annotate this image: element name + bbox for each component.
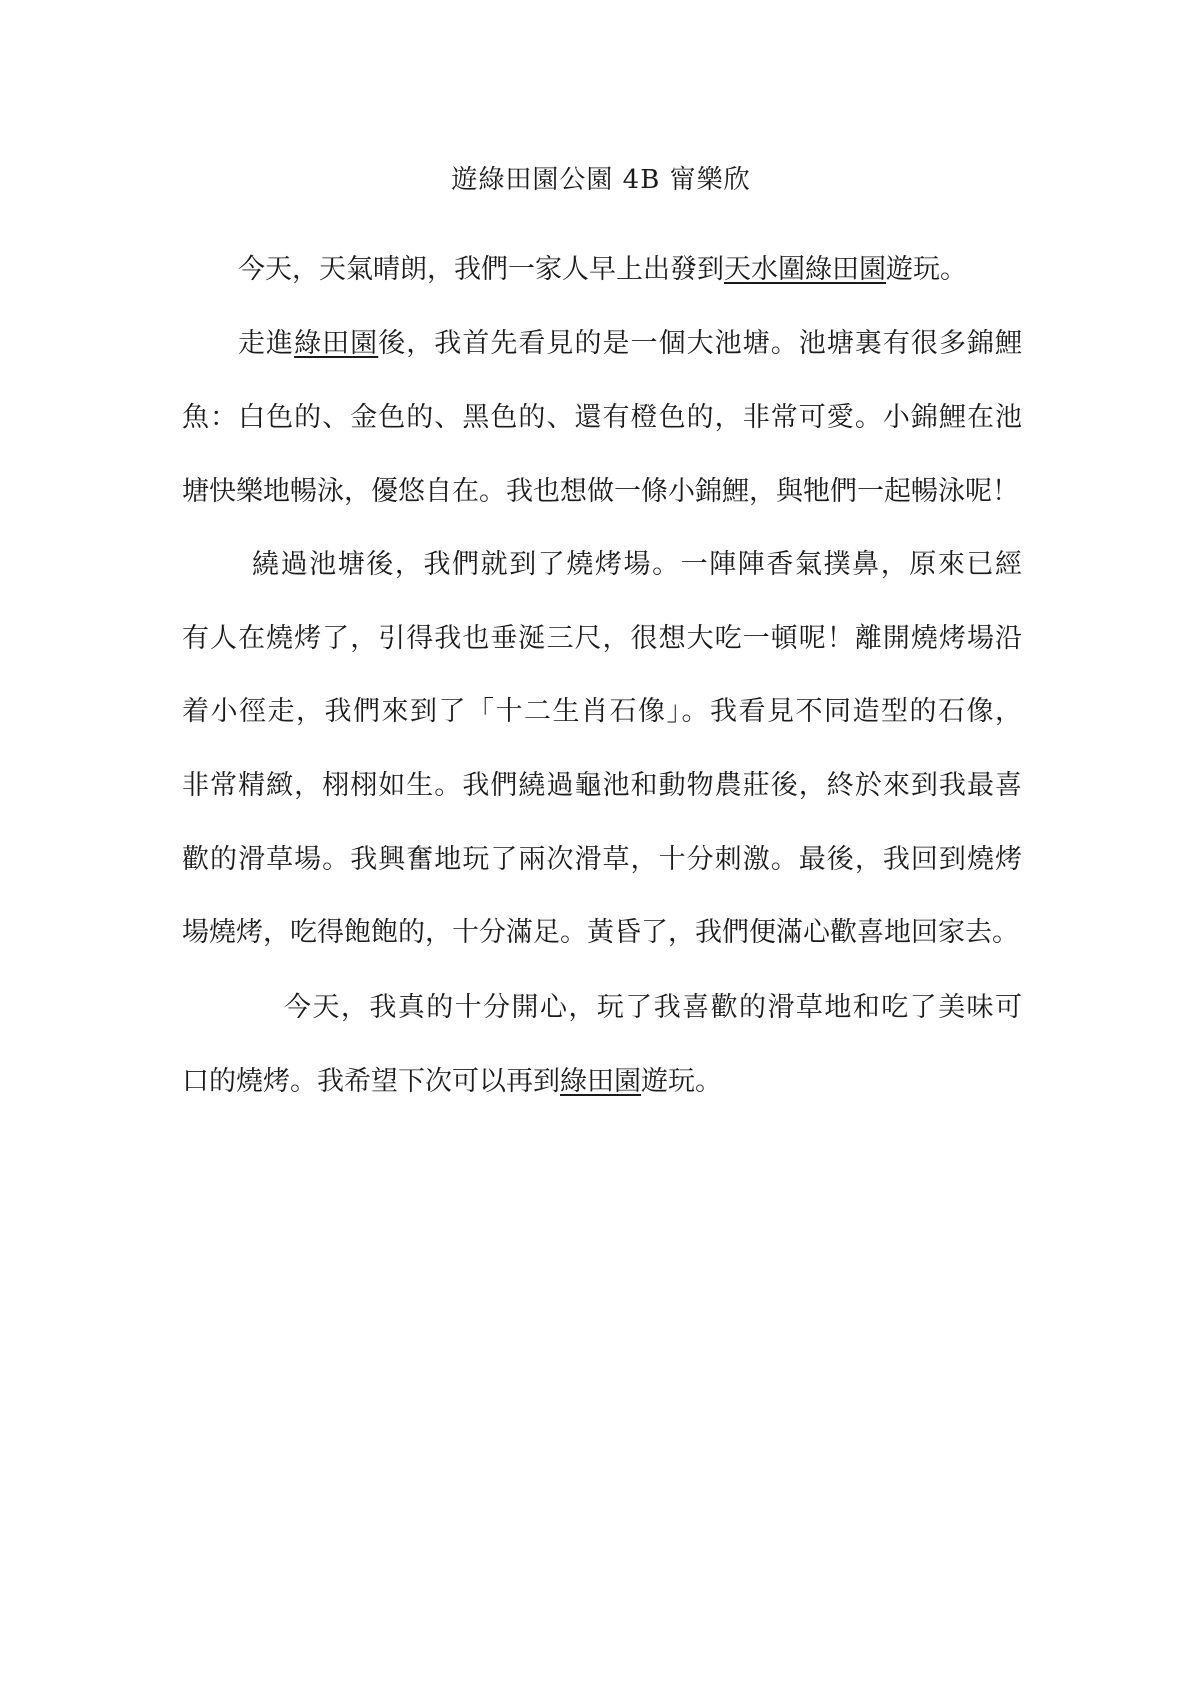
paragraph-3-line-4: 非常精緻，栩栩如生。我們繞過龜池和動物農莊後，終於來到我最喜: [182, 770, 1022, 801]
text-span: 遊玩。: [641, 1066, 722, 1097]
paragraph-4-line-1: 今天，我真的十分開心，玩了我喜歡的滑草地和吃了美味可: [284, 992, 1022, 1023]
paragraph-3-line-1: 繞過池塘後，我們就到了燒烤場。一陣陣香氣撲鼻，原來已經: [252, 549, 1022, 580]
text-span: 後，我首先看見的是一個大池塘。池塘裏有很多錦鯉: [378, 328, 1023, 359]
text-span: 口的燒烤。我希望下次可以再到: [182, 1066, 560, 1097]
text-span: 走進: [238, 328, 295, 359]
paragraph-2-line-1: [238, 324, 1022, 364]
paragraph-3-line-2: 有人在燒烤了，引得我也垂涎三尺，很想大吃一頓呢！離開燒烤場沿: [182, 623, 1022, 654]
document-title: 遊綠田園公園 4B 甯樂欣: [451, 165, 751, 195]
text-span: 遊玩。: [886, 254, 967, 285]
paragraph-1-line-1: [238, 250, 1022, 290]
paragraph-4-line-2: [182, 1062, 1022, 1102]
underlined-place-name: 綠田園: [560, 1066, 641, 1097]
text-span: 今天，天氣晴朗，我們一家人早上出發到: [238, 254, 724, 285]
underlined-place-name: 天水圍綠田園: [724, 254, 886, 285]
paragraph-3-line-3: 着小徑走，我們來到了「十二生肖石像」。我看見不同造型的石像，: [182, 696, 1022, 727]
paragraph-3-line-5: 歡的滑草場。我興奮地玩了兩次滑草，十分刺激。最後，我回到燒烤: [182, 844, 1022, 875]
underlined-place-name: 綠田園: [294, 328, 379, 359]
paragraph-2-line-2: 魚：白色的、金色的、黑色的、還有橙色的，非常可愛。小錦鯉在池: [182, 402, 1022, 433]
paragraph-2-line-3: 塘快樂地暢泳，優悠自在。我也想做一條小錦鯉，與牠們一起暢泳呢！: [182, 476, 1019, 507]
paragraph-3-line-6: 場燒烤，吃得飽飽的，十分滿足。黃昏了，我們便滿心歡喜地回家去。: [182, 917, 1019, 948]
